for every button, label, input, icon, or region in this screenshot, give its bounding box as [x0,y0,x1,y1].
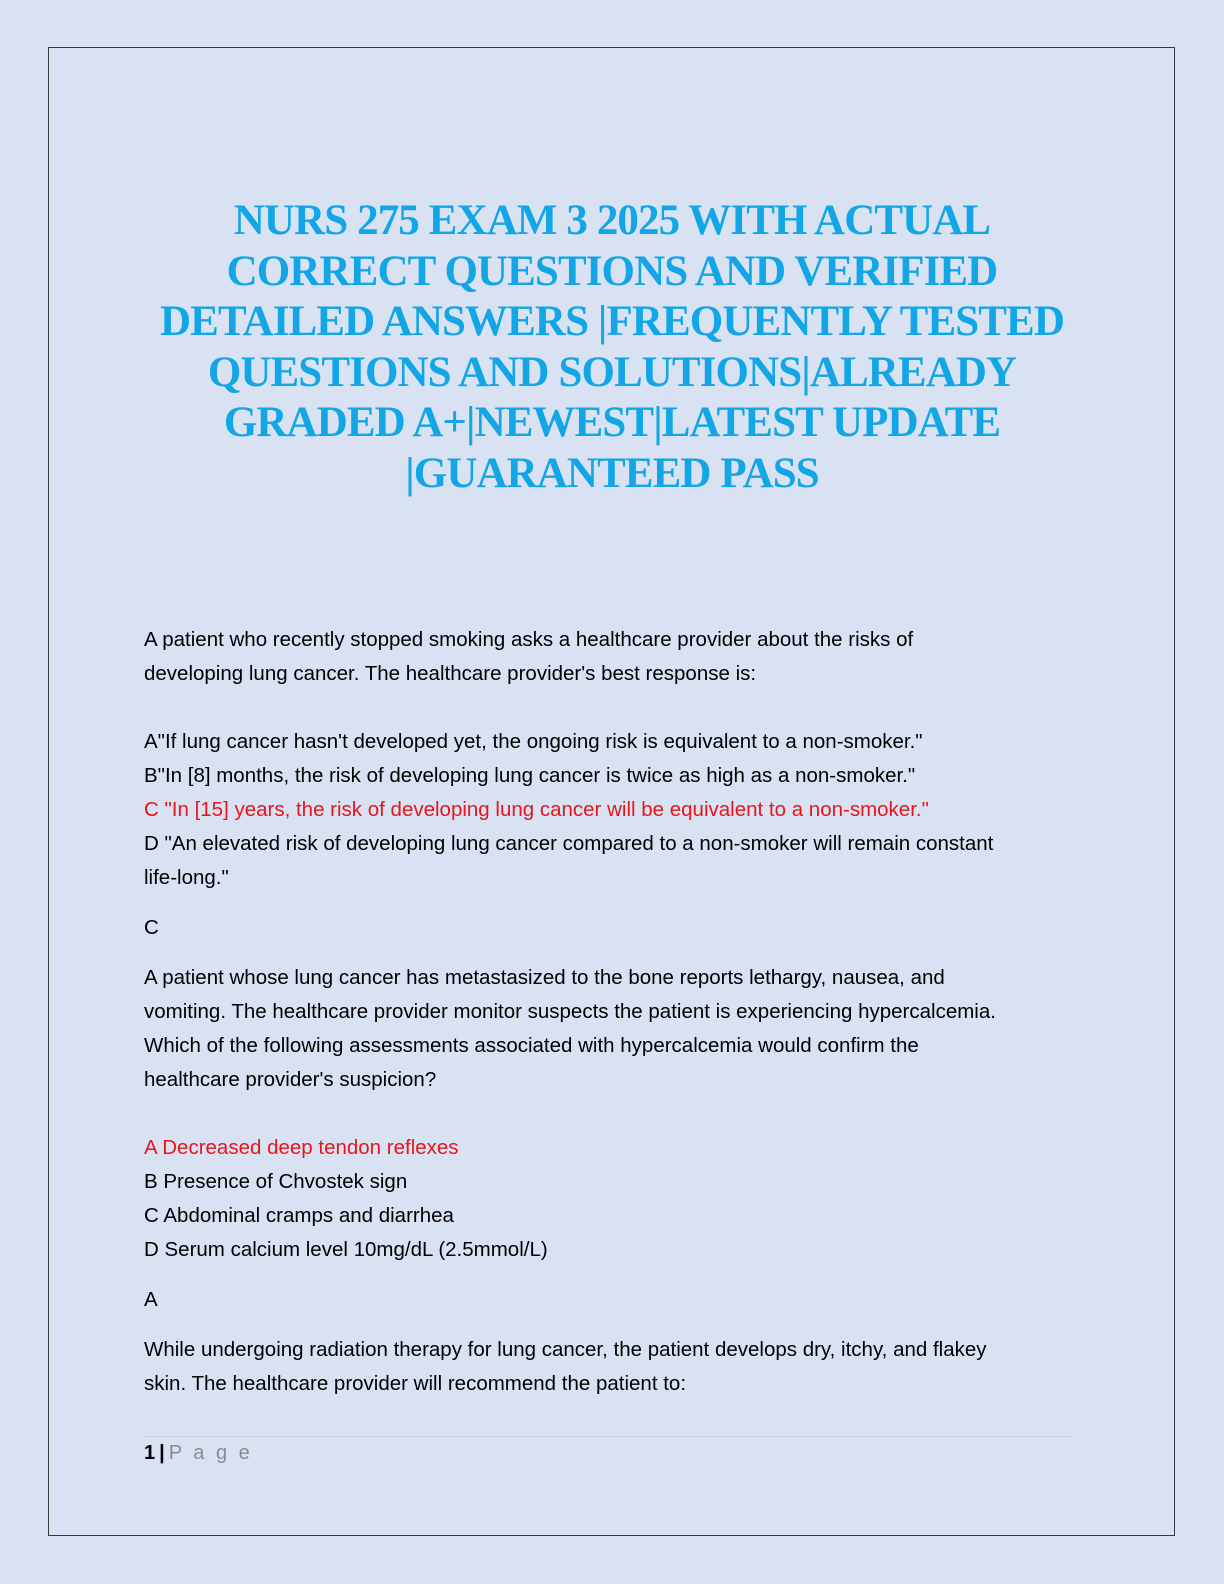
question-stem-line: Which of the following assessments associated with hypercalcemia would confirm the [144,1034,919,1057]
option-c-correct: C "In [15] years, the risk of developing lung cancer will be equivalent to a non-smoker." [144,798,929,821]
title-line: GRADED A+|NEWEST|LATEST UPDATE [223,399,1001,446]
question-stem-line: skin. The healthcare provider will recommend the patient to: [144,1372,687,1395]
option-d: D "An elevated risk of developing lung cancer compared to a non-smoker will remain constant [144,832,994,855]
footer-separator: | [159,1442,165,1464]
title-line: CORRECT QUESTIONS AND VERIFIED [226,247,998,295]
question-stem-line: developing lung cancer. The healthcare provider's best response is: [144,662,757,685]
option-b: B Presence of Chvostek sign [144,1170,408,1193]
title-line: DETAILED ANSWERS |FREQUENTLY TESTED [160,298,1064,345]
question-stem-line: A patient whose lung cancer has metastasized to the bone reports lethargy, nausea, and [144,966,945,989]
title-line: NURS 275 EXAM 3 2025 WITH ACTUAL [233,197,991,244]
question-stem-line: healthcare provider's suspicion? [144,1068,437,1091]
question-stem-line: vomiting. The healthcare provider monitor suspects the patient is experiencing hypercalcemia. [144,1000,996,1023]
question-1 [144,623,1084,961]
option-d: D Serum calcium level 10mg/dL (2.5mmol/L) [144,1238,548,1261]
document-title [120,196,1104,499]
page-label: P a g e [168,1442,253,1464]
option-a: A"If lung cancer hasn't developed yet, the ongoing risk is equivalent to a non-smoker." [144,730,923,753]
option-c: C Abdominal cramps and diarrhea [144,1204,454,1227]
question-2 [144,961,1084,1333]
page-number: 1 [144,1442,156,1464]
option-a-correct: A Decreased deep tendon reflexes [144,1136,459,1159]
answer-key: C [144,916,159,939]
question-3 [144,1333,1084,1401]
document-body [144,623,1084,1401]
answer-key: A [144,1288,158,1311]
page-footer [144,1440,253,1466]
question-stem-line: A patient who recently stopped smoking asks a healthcare provider about the risks of [144,628,914,651]
option-b: B"In [8] months, the risk of developing lung cancer is twice as high as a non-smoker." [144,764,916,787]
footer-divider [144,1436,1074,1437]
question-stem-line: While undergoing radiation therapy for lung cancer, the patient develops dry, itchy, and flakey [144,1338,987,1361]
title-line: QUESTIONS AND SOLUTIONS|ALREADY [207,348,1017,396]
title-line: |GUARANTEED PASS [405,449,819,497]
option-d-continued: life-long." [144,866,229,889]
